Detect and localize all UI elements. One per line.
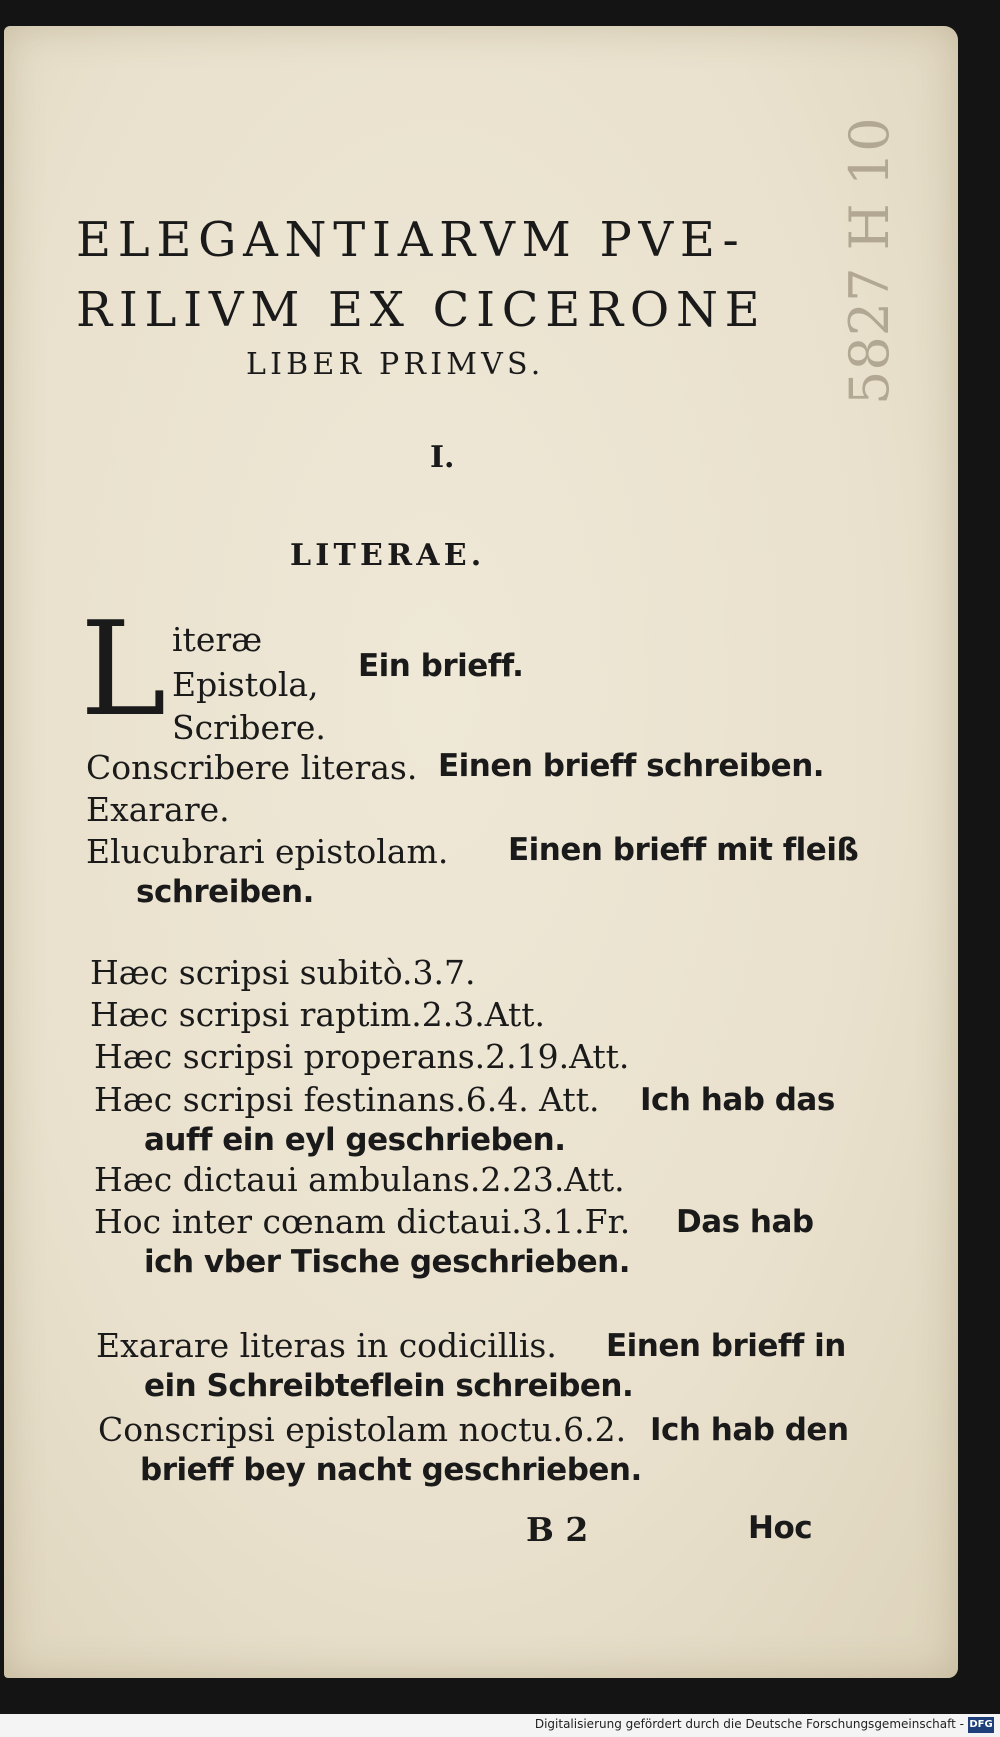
title-line-2: RILIVM EX CICERONE xyxy=(76,282,767,338)
entry-german: Einen brieff mit fleiß xyxy=(508,832,859,868)
entry-latin: Hæc dictaui ambulans.2.23.Att. xyxy=(94,1160,625,1199)
entry-german: Einen brieff in xyxy=(606,1328,846,1364)
entry-latin: Exarare. xyxy=(86,790,230,829)
entry-german: auff ein eyl geschrieben. xyxy=(144,1122,566,1158)
entry-german: ich vber Tische geschrieben. xyxy=(144,1244,630,1280)
entry-latin: iteræ xyxy=(172,620,263,659)
entry-german: Das hab xyxy=(676,1204,814,1240)
entry-german: Ein brieff. xyxy=(358,648,524,684)
catchword: Hoc xyxy=(748,1510,813,1546)
entry-german: brieff bey nacht geschrieben. xyxy=(140,1452,642,1488)
signature-mark: B 2 xyxy=(526,1510,589,1549)
entry-latin: Conscribere literas. xyxy=(86,748,418,787)
entry-german: Ich hab das xyxy=(640,1082,835,1118)
entry-latin: Hoc inter cœnam dictaui.3.1.Fr. xyxy=(94,1202,631,1241)
entry-german: Ich hab den xyxy=(650,1412,849,1448)
title-line-3: LIBER PRIMVS. xyxy=(246,347,545,382)
entry-latin: Exarare literas in codicillis. xyxy=(96,1326,557,1365)
entry-latin: Hæc scripsi raptim.2.3.Att. xyxy=(90,995,546,1034)
chapter-number: I. xyxy=(430,440,455,475)
entry-latin: Elucubrari epistolam. xyxy=(86,832,449,871)
entry-german: Einen brieff schreiben. xyxy=(438,748,825,784)
entry-latin: Epistola, xyxy=(172,665,319,704)
entry-latin: Hæc scripsi properans.2.19.Att. xyxy=(94,1037,630,1076)
footer-bar xyxy=(0,1714,1000,1737)
dfg-logo-icon: DFG xyxy=(968,1717,994,1733)
footer-credit: Digitalisierung gefördert durch die Deutsche Forschungsgemeinschaft - xyxy=(534,1717,964,1731)
section-heading: LITERAE. xyxy=(290,538,486,573)
entry-latin: Scribere. xyxy=(172,708,326,747)
drop-initial: L xyxy=(80,593,167,745)
entry-latin: Hæc scripsi festinans.6.4. Att. xyxy=(94,1080,600,1119)
entry-latin: Conscripsi epistolam noctu.6.2. xyxy=(98,1410,627,1449)
pencil-shelfmark: 5827 H 10 xyxy=(838,117,901,405)
entry-german: schreiben. xyxy=(136,874,314,910)
entry-latin: Hæc scripsi subitò.3.7. xyxy=(90,953,476,992)
title-line-1: ELEGANTIARVM PVE- xyxy=(76,212,746,268)
entry-german: ein Schreibteflein schreiben. xyxy=(144,1368,634,1404)
